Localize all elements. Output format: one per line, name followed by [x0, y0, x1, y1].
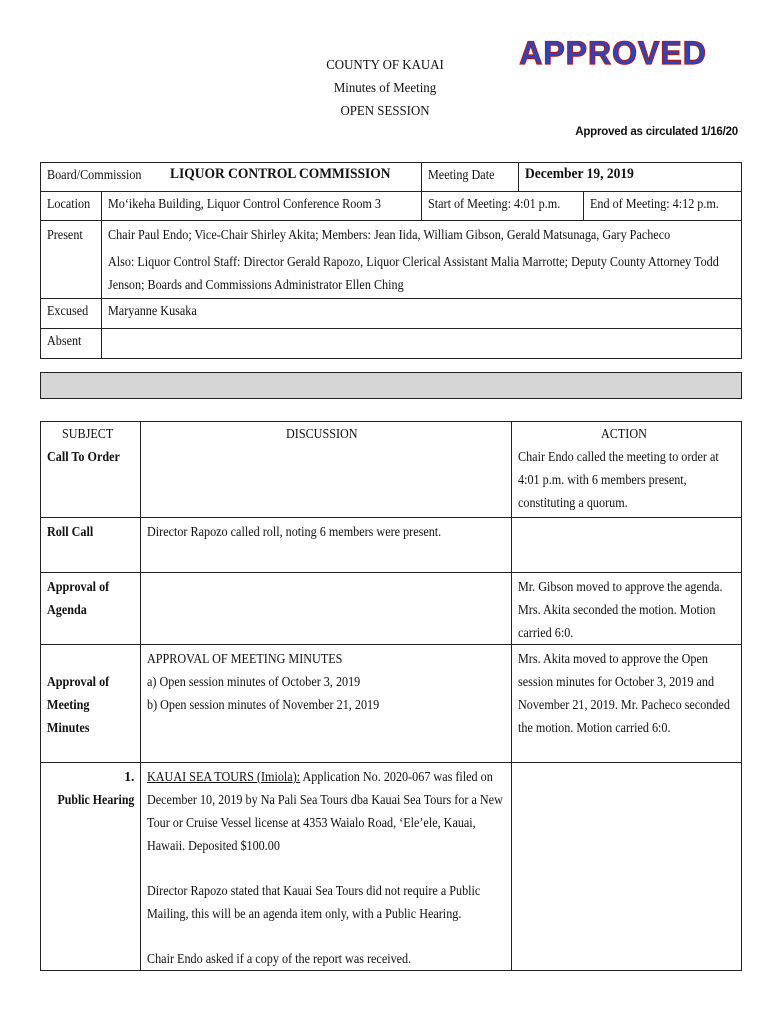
info-row-board — [41, 163, 742, 192]
present-label: Present — [47, 227, 83, 242]
subject-column-header: SUBJECT — [62, 426, 114, 441]
meeting-info-table — [40, 162, 742, 359]
public-hearing-text-2: Director Rapozo stated that Kauai Sea Tours did not require a Public Mailing, this will be an agenda item only, with a Public Hearing. — [147, 883, 481, 921]
approved-stamp — [518, 36, 708, 70]
call-to-order-subject: Call To Order — [47, 449, 120, 464]
info-row-location — [41, 192, 742, 221]
end-time: End of Meeting: 4:12 p.m. — [590, 196, 720, 211]
minutes-row-approval-minutes — [41, 645, 742, 763]
meeting-date-value: December 19, 2019 — [524, 166, 634, 182]
circulated-note: Approved as circulated 1/16/20 — [575, 126, 738, 138]
excused-value: Maryanne Kusaka — [107, 303, 197, 318]
start-time: Start of Meeting: 4:01 p.m. — [428, 196, 561, 211]
public-hearing-text-3: Chair Endo asked if a copy of the report was received. — [147, 951, 412, 966]
public-hearing-number: 1. — [124, 769, 135, 784]
meeting-date-label: Meeting Date — [428, 167, 495, 182]
minutes-row-roll-call — [41, 518, 742, 573]
location-label: Location — [47, 196, 91, 211]
meeting-minutes-item-a: a) Open session minutes of October 3, 2019 — [147, 674, 361, 689]
meeting-minutes-action: Mrs. Akita moved to approve the Open session minutes for October 3, 2019 and November 21, 2019. Mr. Pacheco seconded the motion. Motion carried 6:0. — [517, 651, 730, 735]
minutes-title: Minutes of Meeting — [333, 81, 437, 96]
agenda-subject: Approval of Agenda — [47, 579, 110, 617]
roll-call-discussion: Director Rapozo called roll, noting 6 members were present. — [147, 524, 442, 539]
section-divider-bar — [40, 372, 742, 399]
excused-label: Excused — [47, 303, 89, 318]
minutes-row-call-to-order — [41, 422, 742, 518]
kauai-sea-tours-link[interactable]: KAUAI SEA TOURS (Imiola): — [147, 769, 301, 784]
board-label: Board/Commission — [47, 167, 142, 182]
approved-stamp-text: APPROVED — [519, 36, 707, 70]
info-row-present — [41, 221, 742, 299]
county-title: COUNTY OF KAUAI — [326, 58, 444, 73]
meeting-minutes-subject: Approval of Meeting Minutes — [47, 674, 110, 735]
call-to-order-action: Chair Endo called the meeting to order at 4:01 p.m. with 6 members present, constituting a quorum. — [517, 449, 719, 510]
agenda-action: Mr. Gibson moved to approve the agenda. Mrs. Akita seconded the motion. Motion carried 6:0. — [517, 579, 722, 640]
meeting-minutes-heading: APPROVAL OF MEETING MINUTES — [147, 651, 343, 666]
absent-label: Absent — [47, 333, 82, 348]
board-value: LIQUOR CONTROL COMMISSION — [170, 166, 391, 182]
meeting-minutes-item-b: b) Open session minutes of November 21, 2019 — [147, 697, 380, 712]
public-hearing-subject: Public Hearing — [57, 792, 135, 807]
minutes-row-approval-agenda — [41, 573, 742, 645]
discussion-column-header: DISCUSSION — [286, 426, 358, 441]
info-row-absent — [41, 329, 742, 359]
info-row-excused — [41, 299, 742, 329]
minutes-table — [40, 421, 742, 971]
action-column-header: ACTION — [600, 426, 647, 441]
session-title: OPEN SESSION — [340, 104, 430, 119]
minutes-row-public-hearing — [41, 763, 742, 971]
present-also: Also: Liquor Control Staff: Director Gerald Rapozo, Liquor Clerical Assistant Malia Marrotte; Deputy County Attorney Todd Jenson; Boards and Commissions Administrator Ellen Ching — [107, 254, 719, 292]
public-hearing-text: KAUAI SEA TOURS (Imiola): Application No. 2020-067 was filed on December 10, 2019 by Na Pali Sea Tours dba Kauai Sea Tours for a New Tour or Cruise Vessel license at 4353 Waialo Road, ‘Ele’ele, Kauai, Hawaii. Deposited $100.00 — [147, 769, 504, 853]
roll-call-subject: Roll Call — [47, 524, 94, 539]
present-members: Chair Paul Endo; Vice-Chair Shirley Akita; Members: Jean Iida, William Gibson, Gerald Matsunaga, Gary Pacheco — [107, 227, 671, 242]
location-value: Mo‘ikeha Building, Liquor Control Conference Room 3 — [107, 196, 381, 211]
